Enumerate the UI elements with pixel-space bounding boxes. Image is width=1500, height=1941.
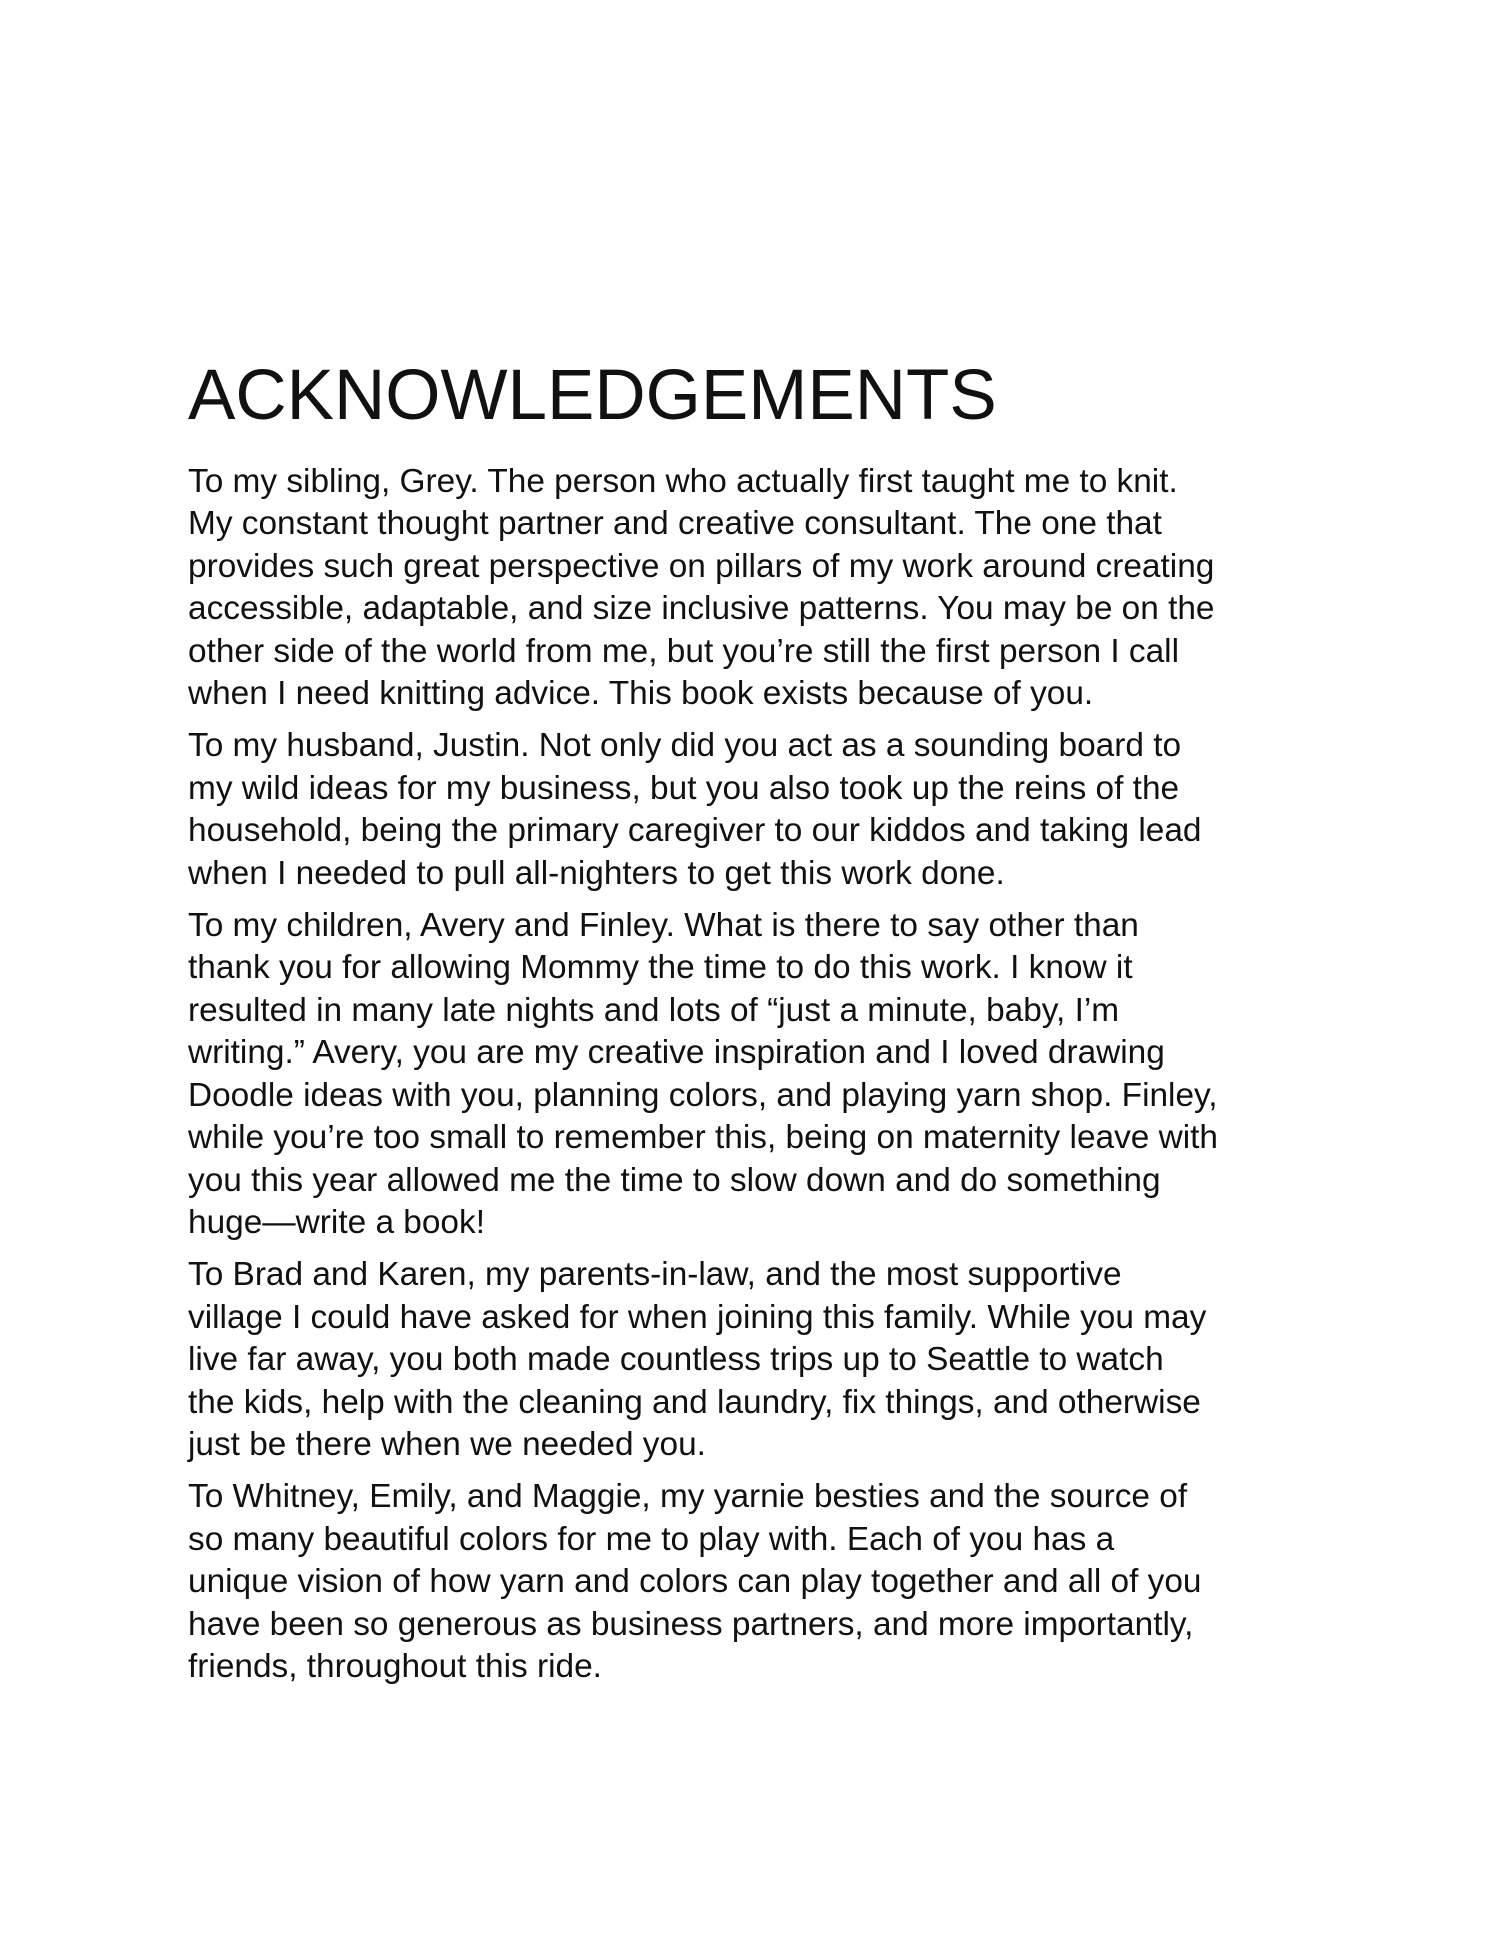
text-line: the kids, help with the cleaning and laundry, fix things, and otherwise [188, 1383, 1201, 1421]
text-line: village I could have asked for when joining this family. While you may [188, 1298, 1207, 1336]
text-line: thank you for allowing Mommy the time to do this work. I know it [188, 949, 1133, 987]
paragraph-justin [188, 725, 1338, 895]
text-line: just be there when we needed you. [188, 1425, 706, 1463]
paragraph-children [188, 905, 1338, 1244]
text-line: while you’re too small to remember this, being on maternity leave with [188, 1119, 1219, 1157]
paragraph-brad-karen [188, 1254, 1338, 1466]
text-line: To my children, Avery and Finley. What is there to say other than [188, 907, 1139, 945]
text-line: To Brad and Karen, my parents-in-law, and the most supportive [188, 1256, 1122, 1294]
text-line: My constant thought partner and creative consultant. The one that [188, 505, 1162, 543]
text-line: have been so generous as business partners, and more importantly, [188, 1605, 1194, 1643]
text-line: To my sibling, Grey. The person who actually first taught me to knit. [188, 463, 1178, 500]
paragraph-grey [188, 461, 1338, 715]
text-line: writing.” Avery, you are my creative inspiration and I loved drawing [188, 1034, 1165, 1072]
text-line: unique vision of how yarn and colors can play together and all of you [188, 1563, 1202, 1601]
page-content [188, 355, 1338, 1698]
paragraph-yarnie-besties [188, 1476, 1338, 1688]
text-line: other side of the world from me, but you’re still the first person I call [188, 632, 1180, 670]
text-line: when I need knitting advice. This book exists because of you. [188, 675, 1094, 713]
text-line: when I needed to pull all-nighters to get this work done. [188, 854, 1005, 892]
text-line: provides such great perspective on pillars of my work around creating [188, 547, 1215, 585]
text-line: To my husband, Justin. Not only did you act as a sounding board to [188, 727, 1182, 765]
text-line: Doodle ideas with you, planning colors, and playing yarn shop. Finley, [188, 1076, 1218, 1114]
text-line: my wild ideas for my business, but you also took up the reins of the [188, 769, 1180, 807]
page-title: ACKNOWLEDGEMENTS [188, 356, 997, 435]
text-line: huge—write a book! [188, 1203, 485, 1241]
text-line: household, being the primary caregiver to our kiddos and taking lead [188, 812, 1202, 850]
acknowledgements-body [188, 461, 1338, 1688]
text-line: friends, throughout this ride. [188, 1647, 602, 1685]
text-line: so many beautiful colors for me to play with. Each of you has a [188, 1520, 1115, 1558]
text-line: you this year allowed me the time to slow down and do something [188, 1161, 1161, 1199]
text-line: To Whitney, Emily, and Maggie, my yarnie besties and the source of [188, 1478, 1188, 1516]
text-line: accessible, adaptable, and size inclusive patterns. You may be on the [188, 590, 1215, 628]
text-line: resulted in many late nights and lots of “just a minute, baby, I’m [188, 991, 1120, 1029]
text-line: live far away, you both made countless trips up to Seattle to watch [188, 1341, 1164, 1379]
